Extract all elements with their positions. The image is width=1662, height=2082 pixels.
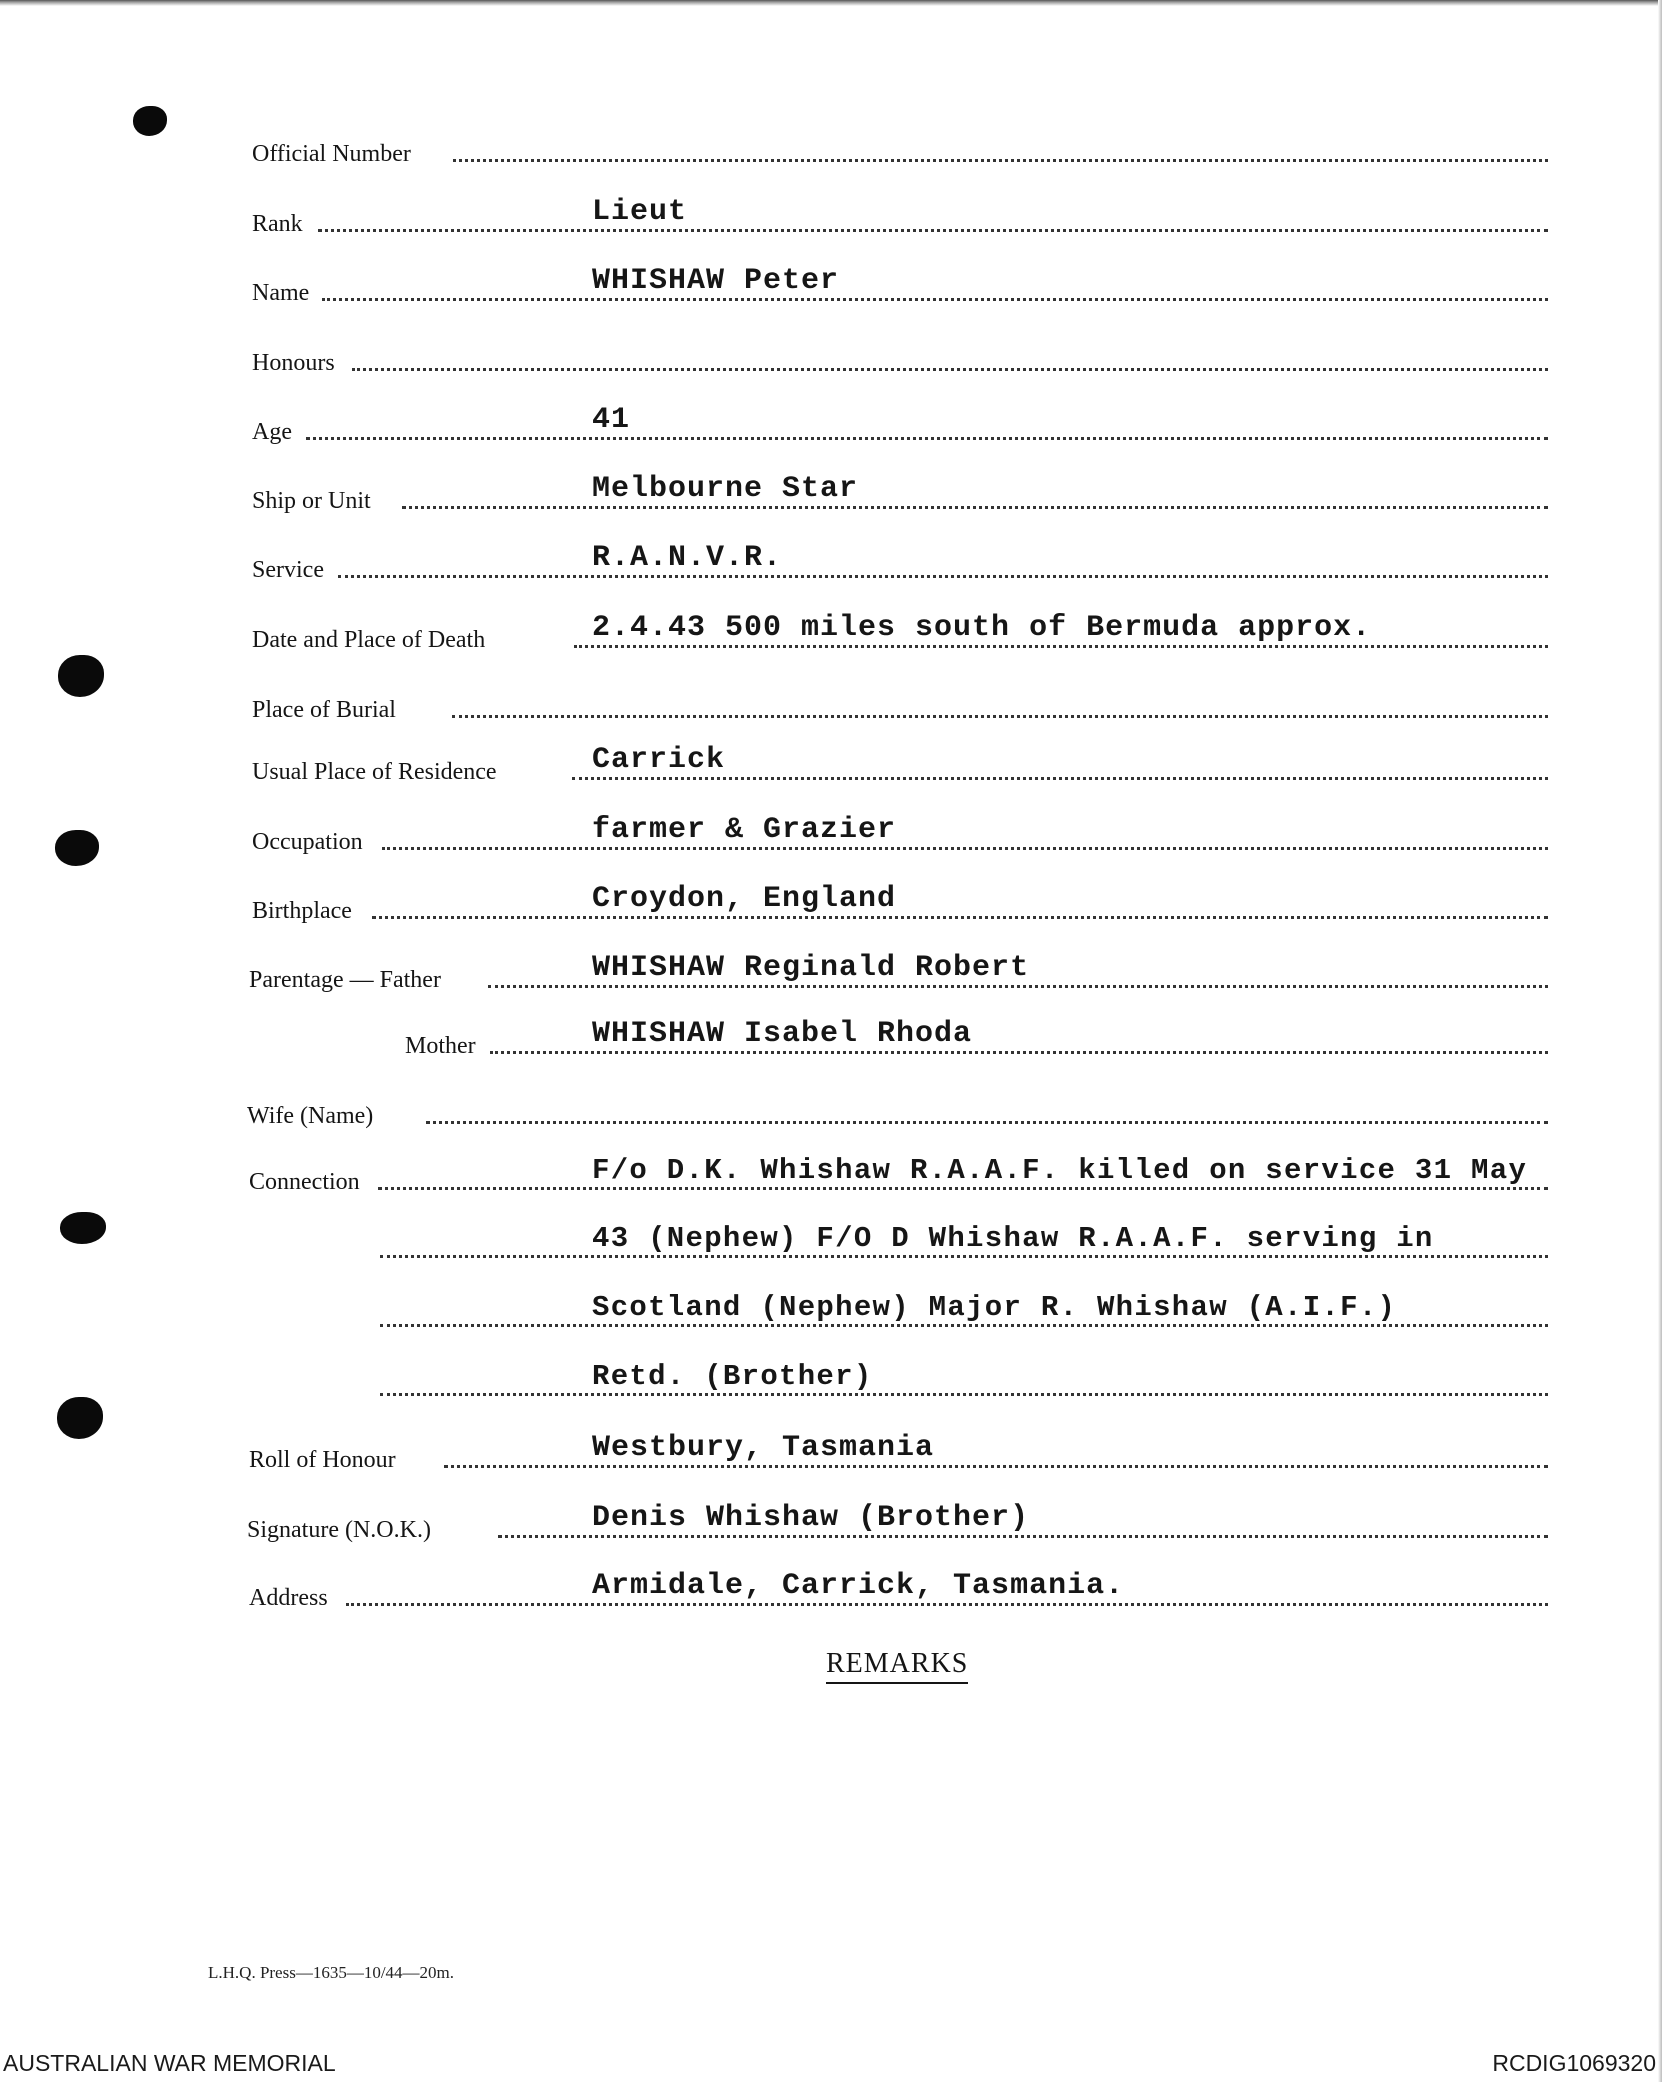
footer-right-text: RCDIG1069320 [1492, 2050, 1656, 2076]
father-value: WHISHAW Reginald Robert [592, 951, 1030, 985]
address-label: Address [249, 1585, 328, 1611]
usual-residence-label: Usual Place of Residence [252, 759, 497, 785]
birthplace-value: Croydon, England [592, 882, 897, 916]
dotted-line [452, 715, 1548, 718]
row-occupation [0, 800, 1662, 860]
rank-value: Lieut [592, 195, 688, 229]
father-label: Parentage — Father [249, 967, 441, 993]
dotted-line [346, 1603, 1548, 1606]
dotted-line [574, 645, 1548, 648]
mother-value: WHISHAW Isabel Rhoda [592, 1017, 973, 1051]
official-number-label: Official Number [252, 141, 411, 167]
dotted-line [352, 368, 1548, 371]
dotted-line [380, 1324, 1548, 1327]
footer-left-text: AUSTRALIAN WAR MEMORIAL [3, 2050, 336, 2076]
service-label: Service [252, 557, 324, 583]
row-honours [0, 321, 1662, 381]
dotted-line [318, 229, 1548, 232]
row-age [0, 390, 1662, 450]
row-official-number [0, 112, 1662, 172]
connection-line: 43 (Nephew) F/O D Whishaw R.A.A.F. serving in [592, 1222, 1434, 1255]
age-value: 41 [592, 403, 631, 437]
row-wife [0, 1074, 1662, 1134]
printer-imprint: L.H.Q. Press—1635—10/44—20m. [208, 1963, 455, 1982]
connection-line: Scotland (Nephew) Major R. Whishaw (A.I.F.) [592, 1291, 1397, 1324]
birthplace-label: Birthplace [252, 898, 352, 924]
dotted-line [444, 1465, 1548, 1468]
dotted-line [378, 1187, 1548, 1190]
dotted-line [498, 1535, 1548, 1538]
honours-label: Honours [252, 350, 335, 376]
dotted-line [338, 575, 1548, 578]
mother-label: Mother [405, 1033, 476, 1059]
service-value: R.A.N.V.R. [592, 541, 783, 575]
row-date-place-death [0, 598, 1662, 658]
dotted-line [322, 298, 1548, 301]
row-birthplace [0, 869, 1662, 929]
dotted-line [402, 506, 1548, 509]
place-of-burial-label: Place of Burial [252, 697, 396, 723]
row-roll-of-honour [0, 1418, 1662, 1478]
connection-label: Connection [249, 1169, 360, 1195]
date-place-death-label: Date and Place of Death [252, 627, 486, 653]
row-name [0, 251, 1662, 311]
name-label: Name [252, 280, 310, 306]
row-connection [0, 1140, 1662, 1200]
connection-line: F/o D.K. Whishaw R.A.A.F. killed on service 31 May [592, 1154, 1528, 1187]
dotted-line [426, 1121, 1548, 1124]
connection-line: Retd. (Brother) [592, 1360, 873, 1393]
remarks-heading: REMARKS [826, 1648, 968, 1684]
ship-or-unit-label: Ship or Unit [252, 488, 371, 514]
dotted-line [306, 437, 1548, 440]
dotted-line [488, 985, 1548, 988]
dotted-line [572, 777, 1548, 780]
rank-label: Rank [252, 211, 303, 237]
row-mother [0, 1004, 1662, 1064]
dotted-line [372, 916, 1548, 919]
row-father [0, 938, 1662, 998]
row-signature [0, 1488, 1662, 1548]
signature-value: Denis Whishaw (Brother) [592, 1501, 1030, 1535]
dotted-line [380, 1393, 1548, 1396]
row-usual-residence [0, 730, 1662, 790]
name-value: WHISHAW Peter [592, 264, 840, 298]
occupation-value: farmer & Grazier [592, 813, 897, 847]
roll-of-honour-value: Westbury, Tasmania [592, 1431, 935, 1465]
row-rank [0, 182, 1662, 242]
dotted-line [453, 159, 1548, 162]
dotted-line [490, 1051, 1548, 1054]
row-service [0, 528, 1662, 588]
usual-residence-value: Carrick [592, 743, 726, 777]
row-connection-cont [0, 1346, 1662, 1406]
signature-label: Signature (N.O.K.) [247, 1517, 431, 1543]
roll-of-honour-label: Roll of Honour [249, 1447, 396, 1473]
row-place-of-burial [0, 668, 1662, 728]
occupation-label: Occupation [252, 829, 363, 855]
row-address [0, 1556, 1662, 1616]
dotted-line [380, 1255, 1548, 1258]
row-connection-cont [0, 1277, 1662, 1337]
row-connection-cont [0, 1208, 1662, 1268]
ship-or-unit-value: Melbourne Star [592, 472, 859, 506]
scan-top-edge [0, 0, 1662, 6]
dotted-line [382, 847, 1548, 850]
row-ship-or-unit [0, 459, 1662, 519]
address-value: Armidale, Carrick, Tasmania. [592, 1569, 1125, 1603]
date-place-death-value: 2.4.43 500 miles south of Bermuda approx. [592, 611, 1372, 645]
age-label: Age [252, 419, 292, 445]
wife-label: Wife (Name) [247, 1103, 374, 1129]
